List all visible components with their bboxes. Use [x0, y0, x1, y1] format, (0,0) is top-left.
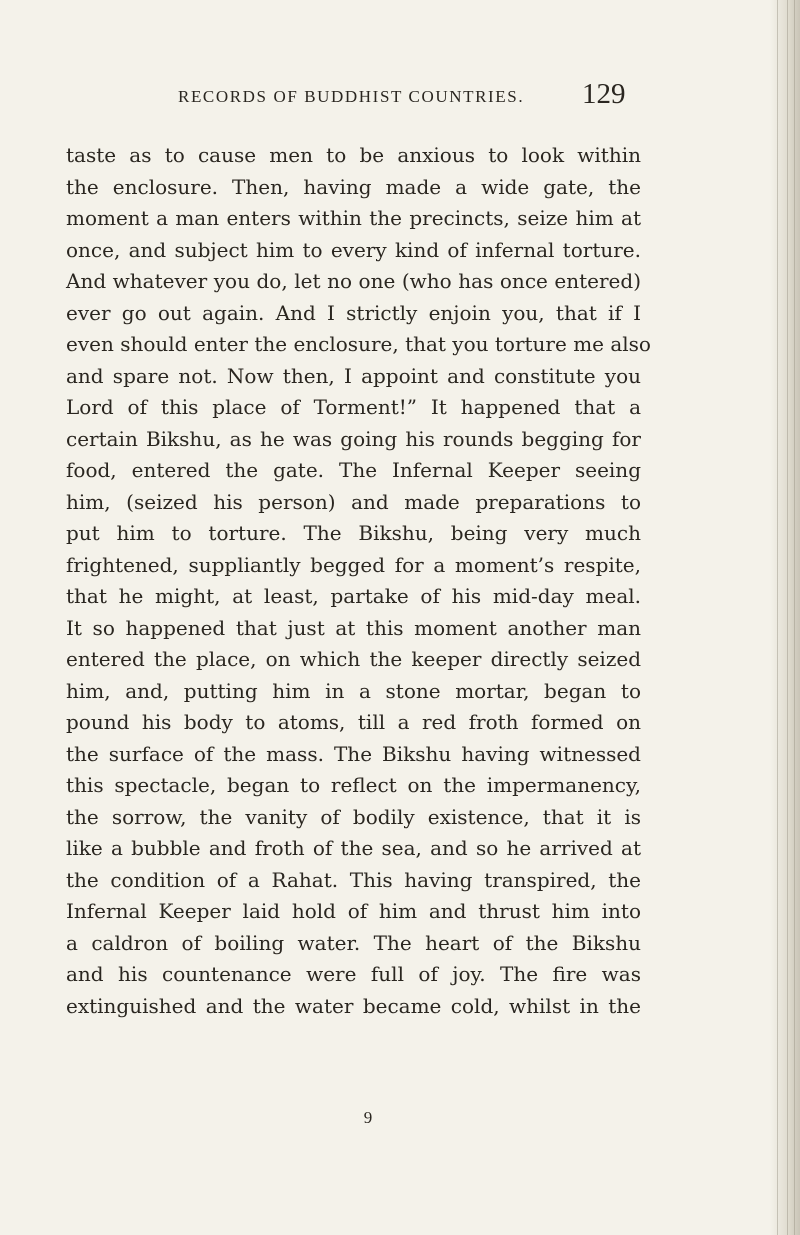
- page-edge-line: [787, 0, 788, 1235]
- text-line: him, (seized his person) and made preparations to: [66, 489, 641, 514]
- page-number: 129: [582, 78, 626, 110]
- page-edge-line: [777, 0, 778, 1235]
- text-line: that he might, at least, partake of his mid-day meal.: [66, 584, 641, 608]
- text-line: And whatever you do, let no one (who has once entered): [66, 269, 641, 293]
- text-line: food, entered the gate. The Infernal Keeper seeing: [66, 458, 641, 482]
- text-line: the condition of a Rahat. This having transpired, the: [66, 867, 641, 892]
- text-line: the sorrow, the vanity of bodily existence, that it is: [66, 804, 641, 829]
- signature-mark: [0, 1108, 800, 1128]
- text-line: It so happened that just at this moment another man: [66, 615, 641, 640]
- text-line: entered the place, on which the keeper directly seized: [66, 647, 641, 671]
- text-line: frightened, suppliantly begged for a moment’s respite,: [66, 552, 641, 577]
- text-line: Infernal Keeper laid hold of him and thrust him into: [66, 899, 641, 923]
- signature-mark-text: 9: [363, 1108, 373, 1127]
- text-line: the surface of the mass. The Bikshu having witnessed: [66, 741, 641, 766]
- text-line: once, and subject him to every kind of infernal torture.: [66, 237, 641, 262]
- running-title: RECORDS OF BUDDHIST COUNTRIES.: [178, 87, 525, 106]
- text-line: like a bubble and froth of the sea, and so he arrived at: [66, 836, 641, 860]
- text-line: certain Bikshu, as he was going his rounds begging for: [66, 426, 641, 451]
- text-line: this spectacle, began to reflect on the impermanency,: [66, 773, 641, 797]
- body-text: [66, 140, 651, 1022]
- text-line: and spare not. Now then, I appoint and constitute you: [66, 363, 641, 388]
- text-line: even should enter the enclosure, that you torture me also: [66, 332, 651, 356]
- text-line: extinguished and the water became cold, whilst in the: [66, 993, 641, 1018]
- text-line: Lord of this place of Torment!” It happened that a: [66, 395, 641, 419]
- text-line: ever go out again. And I strictly enjoin you, that if I: [66, 300, 641, 325]
- text-line: taste as to cause men to be anxious to look within: [66, 143, 641, 167]
- text-line: the enclosure. Then, having made a wide gate, the: [66, 174, 641, 199]
- page-edge-shadow: [770, 0, 800, 1235]
- text-line: put him to torture. The Bikshu, being very much: [66, 521, 641, 545]
- text-line: pound his body to atoms, till a red froth formed on: [66, 710, 641, 734]
- text-line: moment a man enters within the precincts, seize him at: [66, 206, 641, 230]
- page-header: [0, 78, 800, 118]
- text-line: a caldron of boiling water. The heart of the Bikshu: [66, 930, 641, 955]
- text-line: him, and, putting him in a stone mortar, began to: [66, 678, 641, 703]
- page-edge-line: [794, 0, 795, 1235]
- text-line: and his countenance were full of joy. The fire was: [66, 962, 641, 986]
